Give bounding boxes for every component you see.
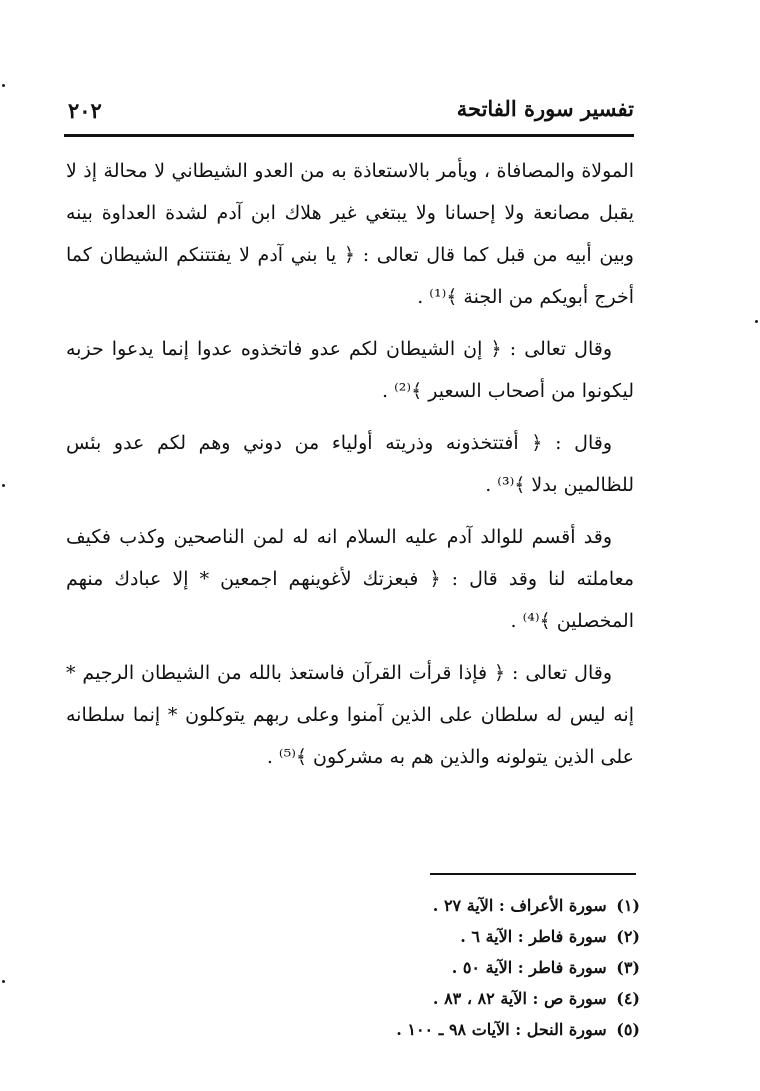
- paragraph-3: وقال : ﴿ أفتتخذونه وذريته أولياء من دوني وهم لكم عدو بئس للظالمين بدلا ﴾⁽³⁾ .: [66, 432, 634, 496]
- footnote-text: سورة فاطر : الآية ٥٠ .: [451, 958, 607, 977]
- header-rule: [64, 134, 634, 137]
- paragraph-1: المولاة والمصافاة ، ويأمر بالاستعاذة به من العدو الشيطاني لا محالة إذ لا يقبل مصانعة ولا إحسانا ولا يبتغي غير هلاك ابن آدم لشدة العداوة بينه وبين أبيه من قبل كما قال تعالى : ﴿ يا بني آدم لا يفتتنكم الشيطان كما أخرج أبويكم من الجنة ﴾⁽¹⁾ .: [66, 160, 634, 308]
- footnote-text: سورة ص : الآية ٨٢ ، ٨٣ .: [432, 989, 607, 1008]
- page-number: ٢٠٢: [68, 98, 102, 123]
- footnote-4: [240, 983, 640, 1014]
- paragraph-2: وقال تعالى : ﴿ إن الشيطان لكم عدو فاتخذوه عدوا إنما يدعوا حزبه ليكونوا من أصحاب السعير ﴾⁽²⁾ .: [66, 338, 634, 402]
- scan-speck: [2, 84, 5, 87]
- paragraph-5: وقال تعالى : ﴿ فإذا قرأت القرآن فاستعذ بالله من الشيطان الرجيم * إنه ليس له سلطان على الذين آمنوا وعلى ربهم يتوكلون * إنما سلطانه على الذين يتولونه والذين هم به مشركون ﴾⁽⁵⁾ .: [66, 662, 634, 768]
- footnote-number: (١): [616, 896, 640, 915]
- footnote-1: [240, 890, 640, 921]
- body-text: [66, 150, 634, 788]
- scan-speck: [755, 320, 758, 323]
- footnote-text: سورة النحل : الآيات ٩٨ ـ ١٠٠ .: [396, 1020, 607, 1039]
- footnote-5: [240, 1014, 640, 1045]
- footnote-text: سورة الأعراف : الآية ٢٧ .: [432, 896, 607, 915]
- footnote-number: (٣): [616, 958, 640, 977]
- footnote-text: سورة فاطر : الآية ٦ .: [460, 927, 607, 946]
- running-title: تفسير سورة الفاتحة: [456, 96, 634, 121]
- footnote-2: [240, 921, 640, 952]
- footnote-number: (٤): [616, 989, 640, 1008]
- footnote-3: [240, 952, 640, 983]
- footnotes: [240, 890, 640, 1045]
- footnote-number: (٢): [616, 927, 640, 946]
- footnote-number: (٥): [616, 1020, 640, 1039]
- running-header: [64, 90, 634, 130]
- scan-speck: [2, 484, 5, 487]
- footnote-rule: [430, 873, 636, 875]
- paragraph-4: وقد أقسم للوالد آدم عليه السلام انه له لمن الناصحين وكذب فكيف معاملته لنا وقد قال : ﴿ فبعزتك لأغوينهم اجمعين * إلا عبادك منهم المخصلين ﴾⁽⁴⁾ .: [66, 526, 634, 632]
- scan-speck: [2, 980, 5, 983]
